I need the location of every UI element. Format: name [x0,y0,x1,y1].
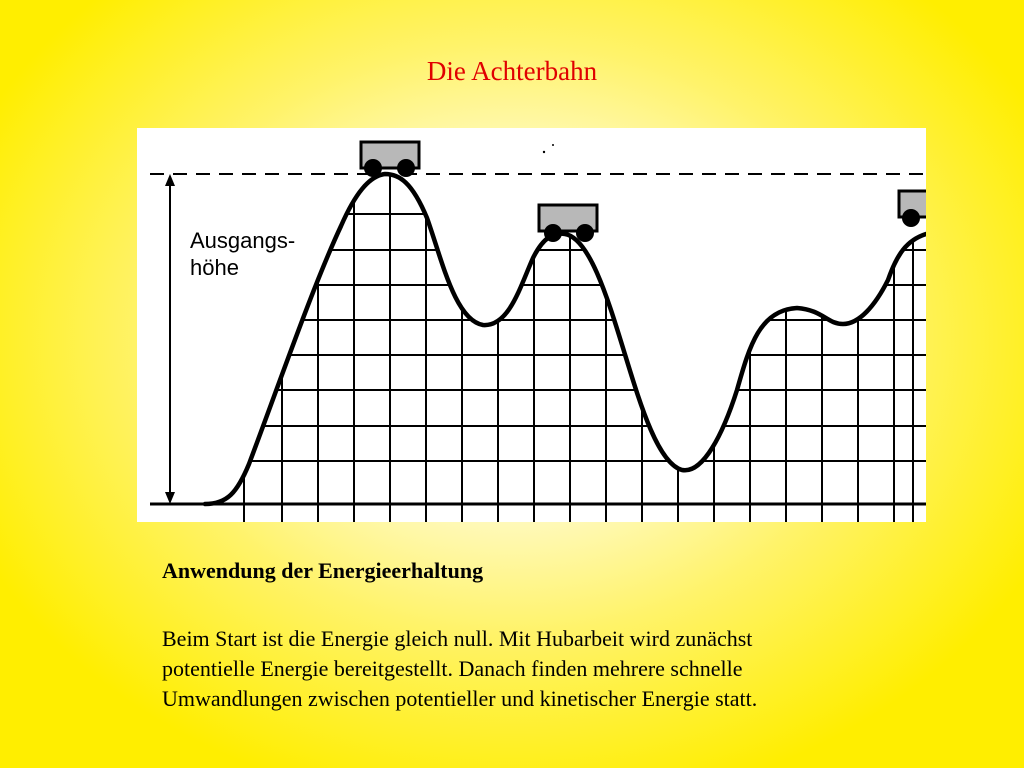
body-line: Umwandlungen zwischen potentieller und kinetischer Energie statt. [162,686,758,711]
section-heading: Anwendung der Energieerhaltung [162,558,484,583]
height-arrow [165,174,175,504]
height-label-line1: Ausgangs- [190,228,296,253]
slide-title: Die Achterbahn [426,56,598,86]
height-label-line2: höhe [190,255,239,280]
body-paragraph [162,624,962,714]
scan-speck [543,151,545,153]
support-grid [137,128,926,522]
coaster-car-1 [361,142,419,177]
body-line: potentielle Energie bereitgestellt. Danach finden mehrere schnelle [162,656,743,681]
body-line: Beim Start ist die Energie gleich null. Mit Hubarbeit wird zunächst [162,626,753,651]
roller-coaster-figure [137,128,926,522]
coaster-car-3 [899,191,926,227]
scan-speck [552,144,554,146]
